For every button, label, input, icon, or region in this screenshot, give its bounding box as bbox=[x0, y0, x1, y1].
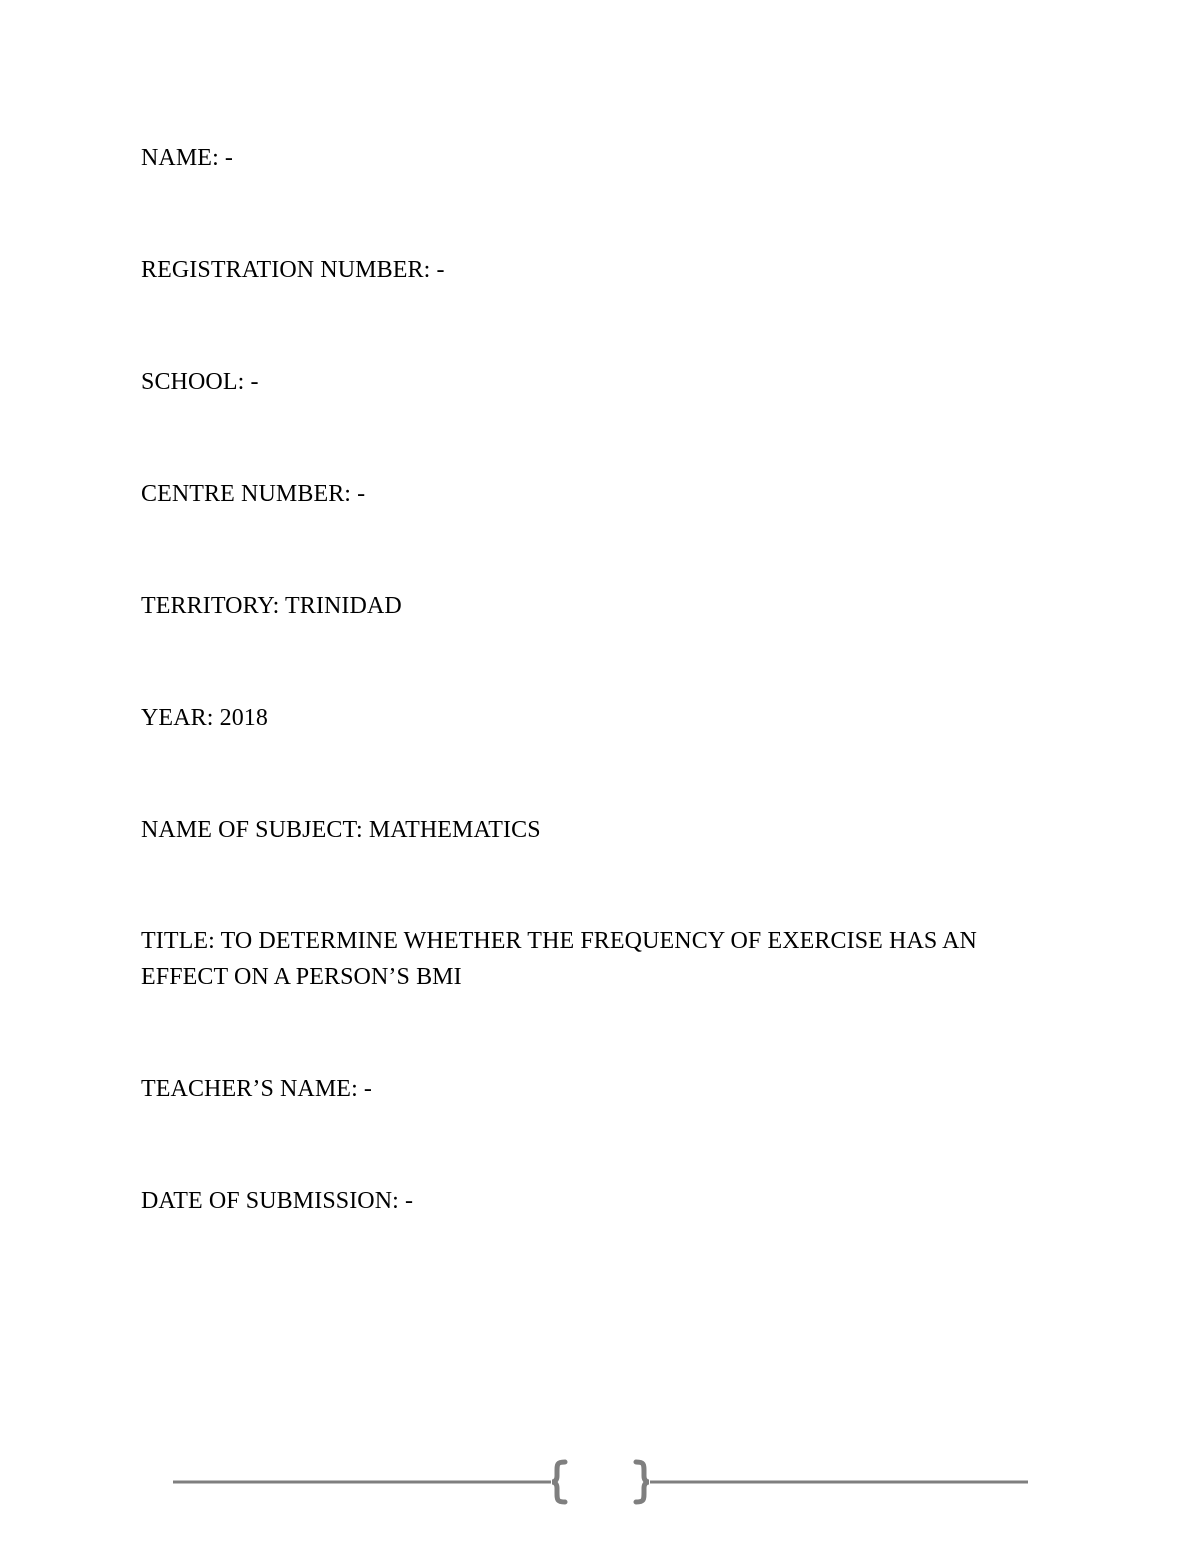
registration-number-field: REGISTRATION NUMBER: - bbox=[141, 257, 445, 283]
year-field: YEAR: 2018 bbox=[141, 705, 268, 731]
subject-field: NAME OF SUBJECT: MATHEMATICS bbox=[141, 817, 541, 843]
territory-field: TERRITORY: TRINIDAD bbox=[141, 593, 402, 619]
centre-number-field: CENTRE NUMBER: - bbox=[141, 481, 366, 507]
school-field: SCHOOL: - bbox=[141, 369, 259, 395]
title-field: TITLE: TO DETERMINE WHETHER THE FREQUENCY OF EXERCISE HAS AN EFFECT ON A PERSON’S BMI bbox=[141, 928, 977, 990]
name-field: NAME: - bbox=[141, 145, 234, 171]
footer-left-brace bbox=[552, 1462, 565, 1502]
teacher-name-field: TEACHER’S NAME: - bbox=[141, 1076, 373, 1102]
footer-right-brace bbox=[636, 1462, 649, 1502]
footer-bracket-rule bbox=[173, 1458, 1028, 1506]
page-footer bbox=[173, 1458, 1028, 1506]
date-of-submission-field: DATE OF SUBMISSION: - bbox=[141, 1188, 414, 1214]
